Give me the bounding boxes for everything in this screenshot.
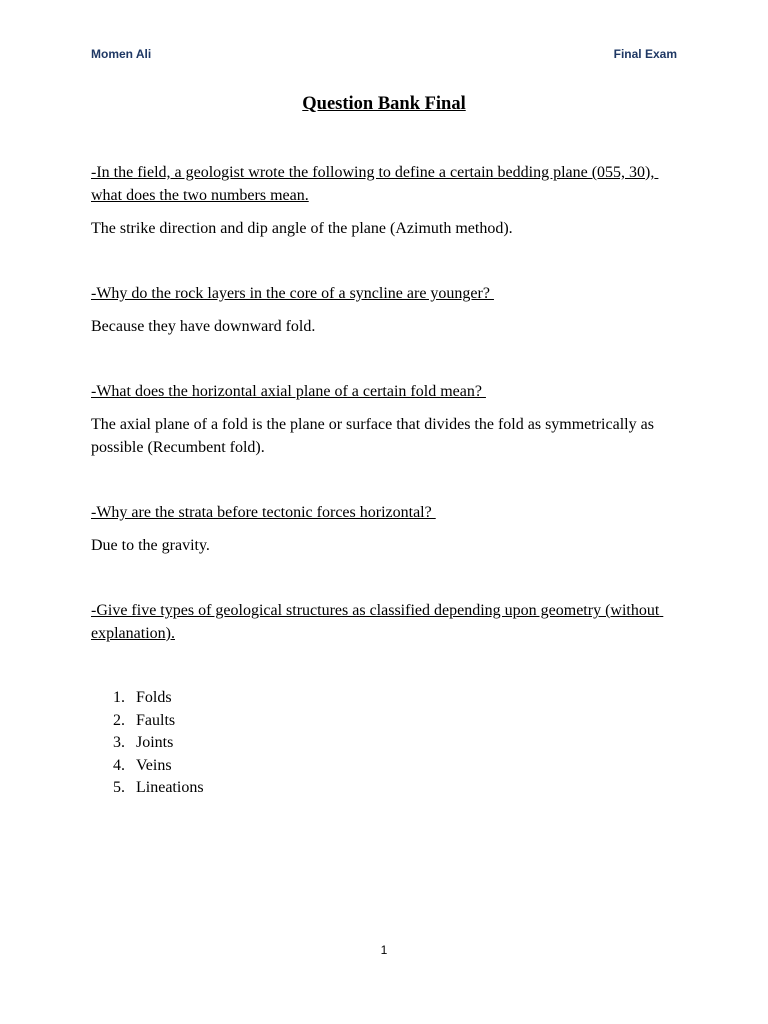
- list-item-number: 4.: [113, 756, 125, 774]
- answer-4: Due to the gravity.: [91, 537, 210, 554]
- list-item-number: 3.: [113, 734, 125, 752]
- question-1: -In the field, a geologist wrote the following to define a certain bedding plane (055, 30), what does the two numbers mean.: [91, 164, 659, 204]
- page-number: 1: [380, 943, 388, 957]
- list-item: [91, 755, 204, 778]
- answer-1: The strike direction and dip angle of the plane (Azimuth method).: [91, 220, 513, 237]
- list-item: [91, 732, 204, 755]
- question-2: -Why do the rock layers in the core of a syncline are younger?: [91, 285, 494, 302]
- answer-2: Because they have downward fold.: [91, 318, 316, 335]
- qa-block-5: [91, 599, 683, 645]
- list-item: [91, 710, 204, 733]
- list-item-text: Veins: [136, 756, 172, 774]
- list-item-text: Joints: [136, 734, 174, 752]
- list-item-text: Faults: [136, 711, 176, 729]
- header-author: Momen Ali: [91, 47, 152, 61]
- header-exam-label: Final Exam: [613, 47, 677, 61]
- qa-block-2: [91, 282, 683, 338]
- question-3: -What does the horizontal axial plane of a certain fold mean?: [91, 383, 486, 400]
- list-item-text: Lineations: [136, 779, 204, 797]
- list-item: [91, 687, 204, 710]
- qa-block-3: [91, 380, 683, 459]
- list-item-number: 2.: [113, 711, 125, 729]
- question-5: -Give five types of geological structures as classified depending upon geometry (without explanation).: [91, 602, 664, 642]
- list-item-number: 5.: [113, 779, 125, 797]
- list-item-number: 1.: [113, 689, 125, 706]
- qa-block-1: [91, 161, 683, 240]
- list-item-text: Folds: [136, 689, 172, 706]
- geological-structures-list: [91, 687, 204, 800]
- qa-block-4: [91, 501, 683, 557]
- answer-3: The axial plane of a fold is the plane or surface that divides the fold as symmetrically as possible (Recumbent fold).: [91, 416, 658, 456]
- question-4: -Why are the strata before tectonic forces horizontal?: [91, 504, 436, 521]
- document-title: Question Bank Final: [302, 94, 466, 114]
- list-item: [91, 777, 204, 800]
